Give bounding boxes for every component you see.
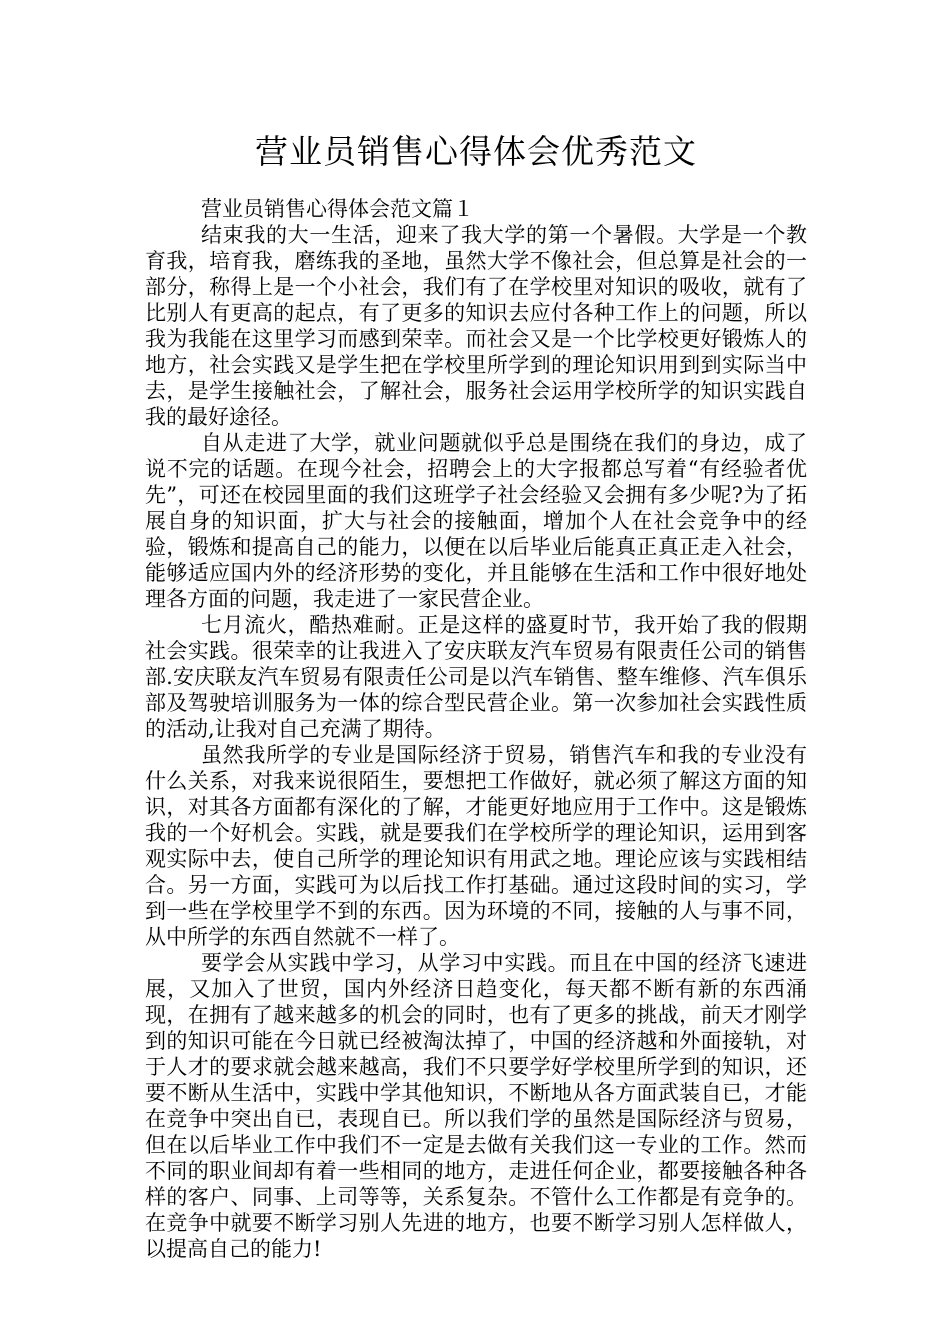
paragraph-4: 虽然我所学的专业是国际经济于贸易，销售汽车和我的专业没有什么关系，对我来说很陌生，要想把工作做好，就必须了解这方面的知识，对其各方面都有深化的了解，才能更好地应用于工作中。这是锻炼我的一个好机会。实践，就是要我们在学校所学的理论知识，运用到客观实际中去，使自己所学的理论知识有用武之地。理论应该与实践相结合。另一方面，实践可为以后找工作打基础。通过这段时间的实习，学到一些在学校里学不到的东西。因为环境的不同，接触的人与事不同，从中所学的东西自然就不一样了。 [145,743,807,949]
document-page [145,128,807,1262]
section-heading: 营业员销售心得体会范文篇１ [201,197,474,221]
document-title: 营业员销售心得体会优秀范文 [255,132,697,171]
paragraph-2: 自从走进了大学，就业问题就似乎总是围绕在我们的身边，成了说不完的话题。在现今社会，招聘会上的大字报都总写着“有经验者优先”，可还在校园里面的我们这班学子社会经验又会拥有多少呢?为了拓展自身的知识面，扩大与社会的接触面，增加个人在社会竞争中的经验，锻炼和提高自己的能力，以便在以后毕业后能真正真正走入社会，能够适应国内外的经济形势的变化，并且能够在生活和工作中很好地处理各方面的问题，我走进了一家民营企业。 [145,431,807,611]
paragraph-1: 结束我的大一生活，迎来了我大学的第一个暑假。大学是一个教育我，培育我，磨练我的圣地，虽然大学不像社会，但总算是社会的一部分，称得上是一个小社会，我们有了在学校里对知识的吸收，就有了比别人有更高的起点，有了更多的知识去应付各种工作上的问题，所以我为我能在这里学习而感到荣幸。而社会又是一个比学校更好锻炼人的地方，社会实践又是学生把在学校里所学到的理论知识用到到实际当中去，是学生接触社会，了解社会，服务社会运用学校所学的知识实践自我的最好途径。 [145,223,807,429]
paragraph-5: 要学会从实践中学习，从学习中实践。而且在中国的经济飞速进展，又加入了世贸，国内外经济日趋变化，每天都不断有新的东西涌现，在拥有了越来越多的机会的同时，也有了更多的挑战，前天才刚学到的知识可能在今日就已经被淘汰掉了，中国的经济越和外面接轨，对于人才的要求就会越来越高，我们不只要学好学校里所学到的知识，还要不断从生活中，实践中学其他知识，不断地从各方面武装自已，才能在竞争中突出自已，表现自已。所以我们学的虽然是国际经济与贸易，但在以后毕业工作中我们不一定是去做有关我们这一专业的工作。然而不同的职业间却有着一些相同的地方，走进任何企业，都要接触各种各样的客户、同事、上司等等，关系复杂。不管什么工作都是有竞争的。在竞争中就要不断学习别人先进的地方，也要不断学习别人怎样做人，以提高自己的能力! [145,951,807,1261]
paragraph-3: 七月流火，酷热难耐。正是这样的盛夏时节，我开始了我的假期社会实践。很荣幸的让我进入了安庆联友汽车贸易有限责任公司的销售部.安庆联友汽车贸易有限责任公司是以汽车销售、整车维修、汽车俱乐部及驾驶培训服务为一体的综合型民营企业。第一次参加社会实践性质的活动,让我对自己充满了期待。 [145,613,807,741]
